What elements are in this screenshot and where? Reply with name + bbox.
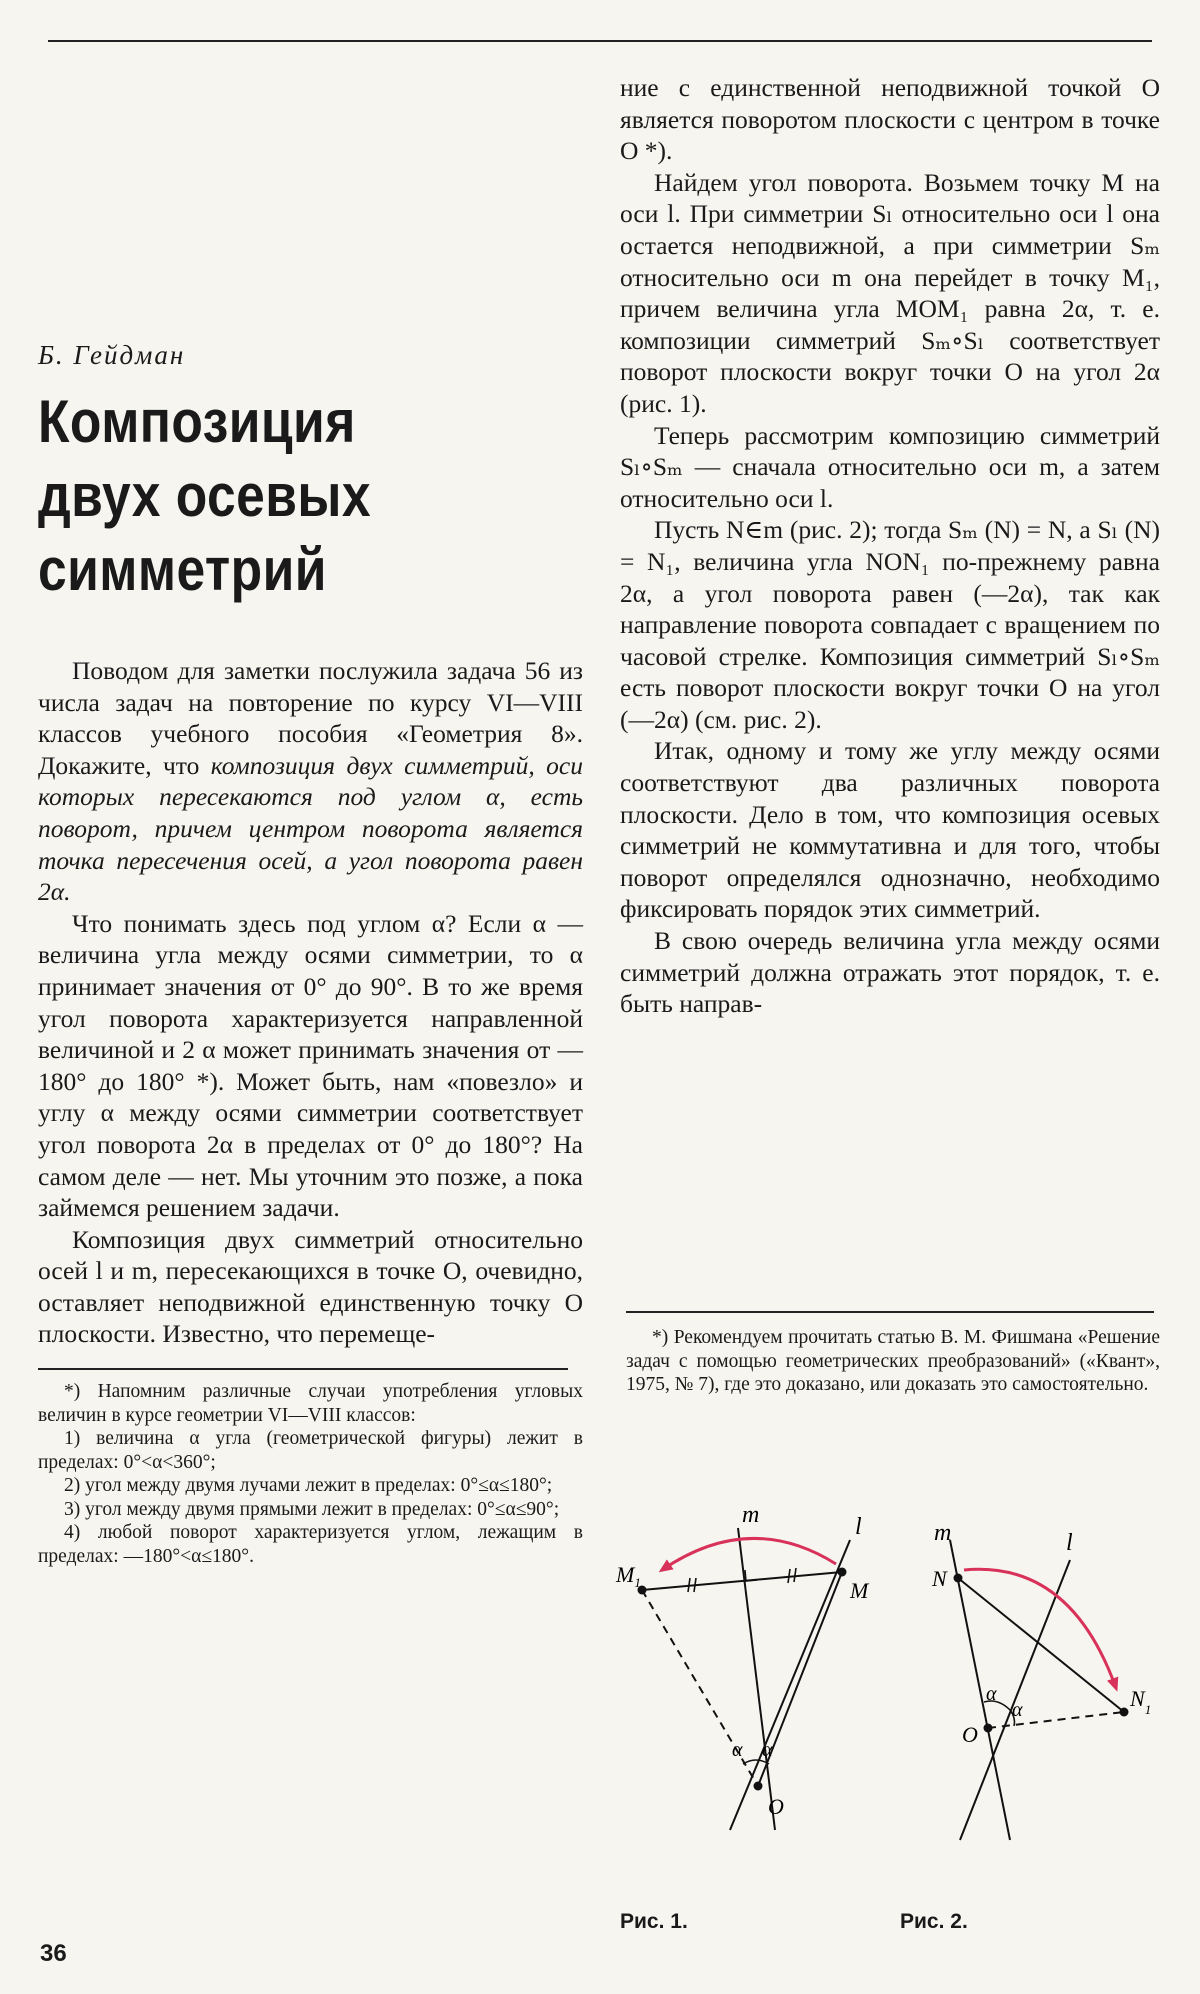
label-alpha: α — [1012, 1699, 1023, 1721]
label-alpha: α — [732, 1739, 743, 1761]
footnote-line: *) Рекомендуем прочитать статью В. М. Фишмана «Решение задач с помощью геометрических преобразований» («Квант», 1975, № 7), где это доказано, или доказать это самостоятельно. — [626, 1327, 1160, 1395]
tick-mark — [688, 1578, 690, 1592]
footnote-left — [38, 1380, 583, 1568]
left-column — [38, 340, 583, 1568]
axis-l — [730, 1540, 850, 1830]
label-alpha: α — [762, 1739, 773, 1761]
point-m — [838, 1568, 847, 1577]
rotation-arc — [662, 1538, 836, 1570]
tick-mark — [788, 1569, 790, 1583]
label-m1: $M_1$ — [616, 1562, 641, 1590]
label-m: M — [850, 1578, 869, 1603]
paragraph: Теперь рассмотрим композицию симметрий Sₗ∘Sₘ — сначала относительно оси m, а затем относительно оси l. — [620, 420, 1160, 513]
top-rule — [48, 40, 1152, 42]
footnote-line: *) Напомним различные случаи употребления угловых величин в курсе геометрии VI—VIII классов: — [38, 1381, 583, 1426]
footnote-rule — [626, 1311, 1154, 1313]
right-column — [620, 72, 1160, 1020]
tick-mark — [794, 1568, 796, 1582]
page-number: 36 — [40, 1940, 67, 1967]
label-o: O — [962, 1722, 978, 1747]
footnote-line: 1) величина α угла (геометрической фигуры) лежит в пределах: 0°<α<360°; — [38, 1428, 583, 1473]
paragraph-text: Поводом для заметки послужила задача 56 из числа задач на повторение по курсу VI—VIII классов учебного пособия «Геометрия 8». Докажите, что — [38, 656, 583, 780]
paragraph: ние с единственной неподвижной точкой O является поворотом плоскости с центром в точке O *). — [620, 73, 1160, 166]
point-n1 — [1120, 1708, 1129, 1717]
author: Б. Гейдман — [38, 340, 186, 370]
paragraph: В свою очередь величина угла между осями симметрий должна отражать этот порядок, т. е. быть направ- — [620, 926, 1160, 1019]
label-m-axis: m — [934, 1520, 952, 1546]
title-line: двух осевых — [38, 462, 372, 529]
footnote-line: 3) угол между двумя прямыми лежит в пределах: 0°≤α≤90°; — [64, 1498, 560, 1520]
footnote-right — [626, 1326, 1160, 1397]
title-line: симметрий — [38, 536, 327, 603]
figure-2 — [900, 1520, 1160, 1860]
paragraph-italic: композиция двух симметрий, оси которых пересекаются под углом α, есть поворот, причем центром поворота является точка пересечения осей, а угол поворота равен 2α. — [38, 750, 584, 907]
rotation-arc — [964, 1569, 1116, 1688]
footnote-line: 4) любой поворот характеризуется углом, лежащим в пределах: —180°<α≤180°. — [38, 1522, 583, 1567]
tick-mark — [694, 1578, 696, 1592]
point-n — [954, 1574, 963, 1583]
segment-m1-m — [642, 1572, 842, 1590]
footnote-rule — [38, 1368, 568, 1370]
axis-m — [950, 1540, 1010, 1840]
figure-1-caption: Рис. 1. — [620, 1910, 688, 1933]
label-l-axis: l — [855, 1514, 862, 1540]
label-alpha: α — [986, 1683, 997, 1705]
point-o — [754, 1782, 763, 1791]
paragraph: Композиция двух симметрий относительно осей l и m, пересекающихся в точке O, очевидно, оставляет неподвижной единственную точку O плоскости. Известно, что перемеще- — [38, 1224, 583, 1349]
label-l-axis: l — [1066, 1530, 1073, 1556]
figure-2-caption: Рис. 2. — [900, 1910, 968, 1933]
label-n: N — [932, 1566, 947, 1591]
segment-n-n1 — [958, 1578, 1124, 1712]
paragraph: Что понимать здесь под углом α? Если α — величина угла между осями симметрии, то α принимает значения от 0° до 90°. В то же время угол поворота характеризуется направленной величиной и 2 α может принимать значения от —180° до 180° *). Может быть, нам «повезло» и углу α между осями симметрии соответствует угол поворота 2α в пределах от 0° до 180°? На самом деле — нет. Мы уточним это позже, а пока займемся решением задачи. — [38, 908, 583, 1223]
label-n1: $N_1$ — [1130, 1686, 1152, 1717]
paragraph: Найдем угол поворота. Возьмем точку M на оси l. При симметрии Sₗ относительно оси l она остается неподвижной, а при симметрии Sₘ относительно оси m она перейдет в точку M₁, причем величина угла MOM₁ равна 2α, т. е. композиции симметрий Sₘ∘Sₗ соответствует поворот плоскости вокруг точки O на угол 2α (рис. 1). — [620, 167, 1160, 418]
footnote-line: 2) угол между двумя лучами лежит в пределах: 0°≤α≤180°; — [64, 1475, 553, 1497]
paragraph: Пусть N∈m (рис. 2); тогда Sₘ (N) = N, а Sₗ (N) = N₁, величина угла NON₁ по-прежнему равна 2α, а угол поворота равен (—2α), так как направление поворота совпадает с вращением по часовой стрелке. Композиция симметрий Sₗ∘Sₘ есть поворот плоскости вокруг точки O на угол (—2α) (см. рис. 2). — [620, 515, 1160, 734]
paragraph — [38, 655, 583, 908]
point-o — [984, 1724, 993, 1733]
figure-1 — [610, 1500, 910, 1860]
paragraph: Итак, одному и тому же углу между осями соответствуют два различных поворота плоскости. Дело в том, что композиция осевых симметрий не коммутативна и для того, чтобы поворот определялся однозначно, необходимо фиксировать порядок этих симметрий. — [620, 736, 1160, 924]
label-o: O — [768, 1794, 784, 1819]
article-title — [38, 385, 507, 607]
label-m-axis: m — [742, 1502, 760, 1528]
title-line: Композиция — [38, 388, 356, 455]
